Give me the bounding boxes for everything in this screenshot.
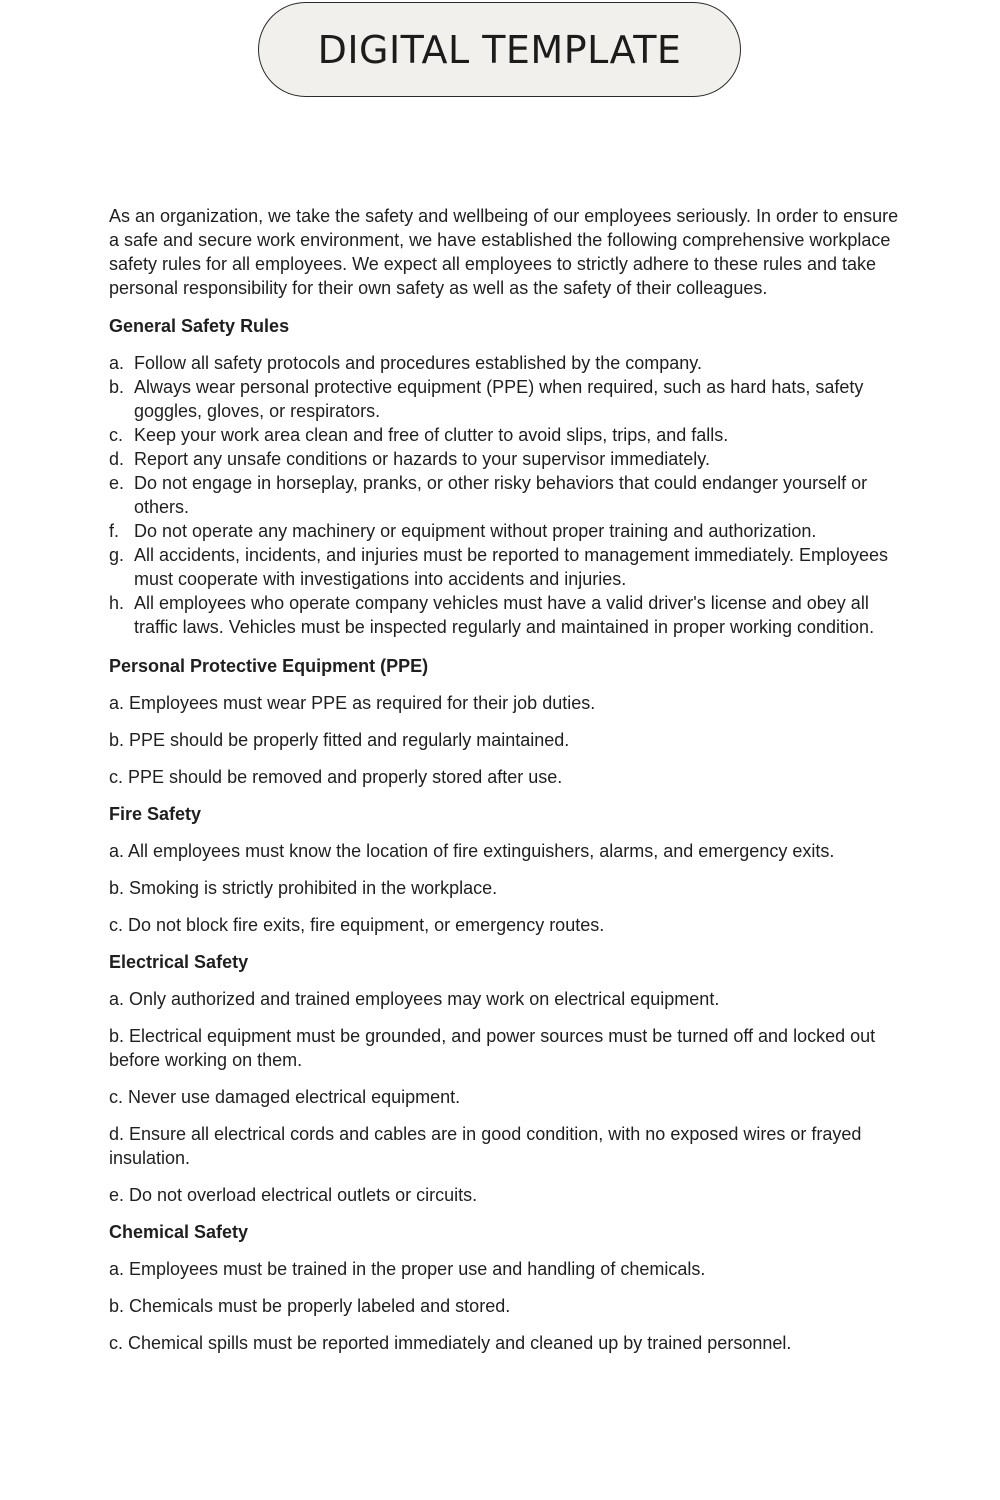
section-title: General Safety Rules (109, 316, 290, 336)
ppe-section (109, 654, 899, 789)
badge-label: DIGITAL TEMPLATE (317, 27, 682, 72)
list-item: c. Do not block fire exits, fire equipment, or emergency routes. (109, 915, 605, 935)
list-item: c. PPE should be removed and properly stored after use. (109, 767, 563, 787)
section-title: Personal Protective Equipment (PPE) (109, 656, 429, 676)
section-title: Electrical Safety (109, 952, 249, 972)
list-item: f. Do not operate any machinery or equipment without proper training and authorization. (109, 521, 817, 541)
section-title: Chemical Safety (109, 1222, 249, 1242)
list-item: a. Employees must be trained in the proper use and handling of chemicals. (109, 1259, 706, 1279)
list-item: b. PPE should be properly fitted and regularly maintained. (109, 730, 570, 750)
intro-paragraph: As an organization, we take the safety and wellbeing of our employees seriously. In order to ensure a safe and secure work environment, we have established the following comprehensive workplace safety rules for all employees. We expect all employees to strictly adhere to these rules and take personal responsibility for their own safety as well as the safety of their colleagues. (109, 206, 899, 298)
list-item: d. Ensure all electrical cords and cables are in good condition, with no exposed wires or frayed insulation. (109, 1124, 862, 1168)
list-item: a. Employees must wear PPE as required for their job duties. (109, 693, 596, 713)
list-item: e. Do not engage in horseplay, pranks, or other risky behaviors that could endanger yourself or others. (109, 473, 868, 517)
list-item: c. Never use damaged electrical equipment. (109, 1087, 461, 1107)
section-title: Fire Safety (109, 804, 202, 824)
general-safety-section (109, 314, 899, 639)
general-rules-list (109, 351, 899, 639)
fire-safety-section (109, 802, 899, 937)
chemical-safety-section (109, 1220, 899, 1355)
list-item: c. Chemical spills must be reported immediately and cleaned up by trained personnel. (109, 1333, 792, 1353)
list-item: a. All employees must know the location of fire extinguishers, alarms, and emergency exits. (109, 841, 835, 861)
list-item: a. Follow all safety protocols and procedures established by the company. (109, 353, 702, 373)
list-item: b. Electrical equipment must be grounded, and power sources must be turned off and locked out before working on them. (109, 1026, 876, 1070)
electrical-safety-section (109, 950, 899, 1207)
list-item: g. All accidents, incidents, and injuries must be reported to management immediately. Employees must cooperate with investigations into accidents and injuries. (109, 545, 889, 589)
list-item: a. Only authorized and trained employees may work on electrical equipment. (109, 989, 720, 1009)
list-item: b. Chemicals must be properly labeled and stored. (109, 1296, 511, 1316)
list-item: b. Always wear personal protective equipment (PPE) when required, such as hard hats, safety goggles, gloves, or respirators. (109, 377, 864, 421)
list-item: h. All employees who operate company vehicles must have a valid driver's license and obey all traffic laws. Vehicles must be inspected regularly and maintained in proper working condition. (109, 593, 875, 637)
list-item: b. Smoking is strictly prohibited in the workplace. (109, 878, 498, 898)
digital-template-badge (258, 2, 741, 97)
list-item: c. Keep your work area clean and free of clutter to avoid slips, trips, and falls. (109, 425, 729, 445)
safety-rules-document (109, 204, 899, 1368)
list-item: d. Report any unsafe conditions or hazards to your supervisor immediately. (109, 449, 710, 469)
list-item: e. Do not overload electrical outlets or circuits. (109, 1185, 478, 1205)
